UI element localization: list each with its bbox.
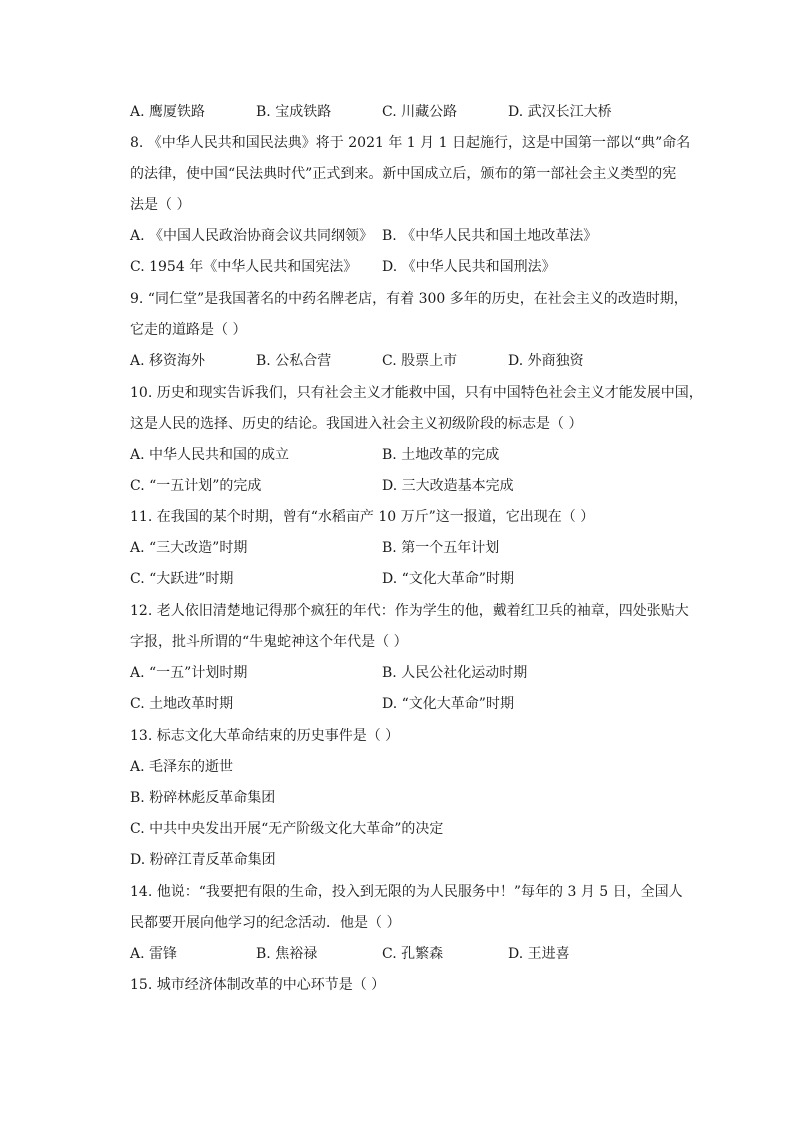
option-a: A. 移资海外 bbox=[130, 353, 206, 369]
option-d: D. 三大改造基本完成 bbox=[382, 478, 514, 494]
question-13-stem: 13. 标志文化大革命结束的历史事件是（ ） bbox=[130, 728, 400, 744]
option-c: C. 川藏公路 bbox=[382, 104, 458, 120]
question-9-stem-line-2: 它走的道路是（ ） bbox=[130, 322, 247, 338]
question-10-stem-line-1: 10. 历史和现实告诉我们，只有社会主义才能救中国，只有中国特色社会主义才能发展中国， bbox=[130, 385, 703, 401]
question-11-stem: 11. 在我国的某个时期，曾有“水稻亩产 10 万斤”这一报道，它出现在（ ） bbox=[130, 509, 595, 525]
question-10-stem-line-2: 这是人民的选择、历史的结论。我国进入社会主义初级阶段的标志是（ ） bbox=[130, 416, 583, 432]
question-8-stem-line-2: 的法律，使中国“民法典时代”正式到来。新中国成立后，颁布的第一部社会主义类型的宪 bbox=[130, 166, 677, 182]
option-a: A. 毛泽东的逝世 bbox=[130, 759, 234, 775]
option-d: D. “文化大革命”时期 bbox=[382, 571, 514, 587]
option-d: D. “文化大革命”时期 bbox=[382, 696, 514, 712]
option-d: D. 外商独资 bbox=[508, 353, 584, 369]
question-8-stem-line-1: 8. 《中华人民共和国民法典》将于 2021 年 1 月 1 日起施行，这是中国第一部以“典”命名 bbox=[130, 135, 691, 151]
option-d: D. 粉碎江青反革命集团 bbox=[130, 852, 276, 868]
option-b: B. 第一个五年计划 bbox=[382, 540, 500, 556]
question-14-stem-line-2: 民都要开展向他学习的纪念活动．他是（ ） bbox=[130, 915, 401, 931]
option-b: B. 粉碎林彪反革命集团 bbox=[130, 790, 276, 806]
option-a: A. 中华人民共和国的成立 bbox=[130, 447, 290, 463]
question-8-stem-line-3: 法是（ ） bbox=[130, 197, 191, 213]
option-c: C. “一五计划”的完成 bbox=[130, 478, 262, 494]
option-d: D. 《中华人民共和国刑法》 bbox=[382, 259, 556, 275]
question-15-stem: 15. 城市经济体制改革的中心环节是（ ） bbox=[130, 977, 386, 993]
option-a: A. “一五”计划时期 bbox=[130, 665, 248, 681]
option-a: A. 鹰厦铁路 bbox=[130, 104, 206, 120]
option-b: B. 焦裕禄 bbox=[256, 946, 318, 962]
option-c: C. 1954 年《中华人民共和国宪法》 bbox=[130, 259, 358, 275]
option-c: C. 中共中央发出开展“无产阶级文化大革命”的决定 bbox=[130, 821, 444, 837]
option-b: B. 公私合营 bbox=[256, 353, 332, 369]
option-d: D. 王进喜 bbox=[508, 946, 570, 962]
option-a: A. 《中国人民政治协商会议共同纲领》 bbox=[130, 228, 374, 244]
option-b: B. 人民公社化运动时期 bbox=[382, 665, 528, 681]
option-b: B. 土地改革的完成 bbox=[382, 447, 500, 463]
question-9-stem-line-1: 9. “同仁堂”是我国著名的中药名牌老店，有着 300 多年的历史，在社会主义的改造时期， bbox=[130, 291, 688, 307]
option-c: C. 土地改革时期 bbox=[130, 696, 234, 712]
option-b: B. 宝成铁路 bbox=[256, 104, 332, 120]
question-12-stem-line-1: 12. 老人依旧清楚地记得那个疯狂的年代：作为学生的他，戴着红卫兵的袖章，四处张贴大 bbox=[130, 603, 689, 619]
option-a: A. “三大改造”时期 bbox=[130, 540, 248, 556]
option-c: C. 孔繁森 bbox=[382, 946, 444, 962]
question-14-stem-line-1: 14. 他说：“我要把有限的生命，投入到无限的为人民服务中！”每年的 3 月 5 日，全国人 bbox=[130, 884, 683, 900]
option-c: C. “大跃进”时期 bbox=[130, 571, 234, 587]
option-c: C. 股票上市 bbox=[382, 353, 458, 369]
option-a: A. 雷锋 bbox=[130, 946, 178, 962]
option-b: B. 《中华人民共和国土地改革法》 bbox=[382, 228, 598, 244]
question-12-stem-line-2: 字报，批斗所谓的“牛鬼蛇神这个年代是（ ） bbox=[130, 634, 408, 650]
option-d: D. 武汉长江大桥 bbox=[508, 104, 612, 120]
